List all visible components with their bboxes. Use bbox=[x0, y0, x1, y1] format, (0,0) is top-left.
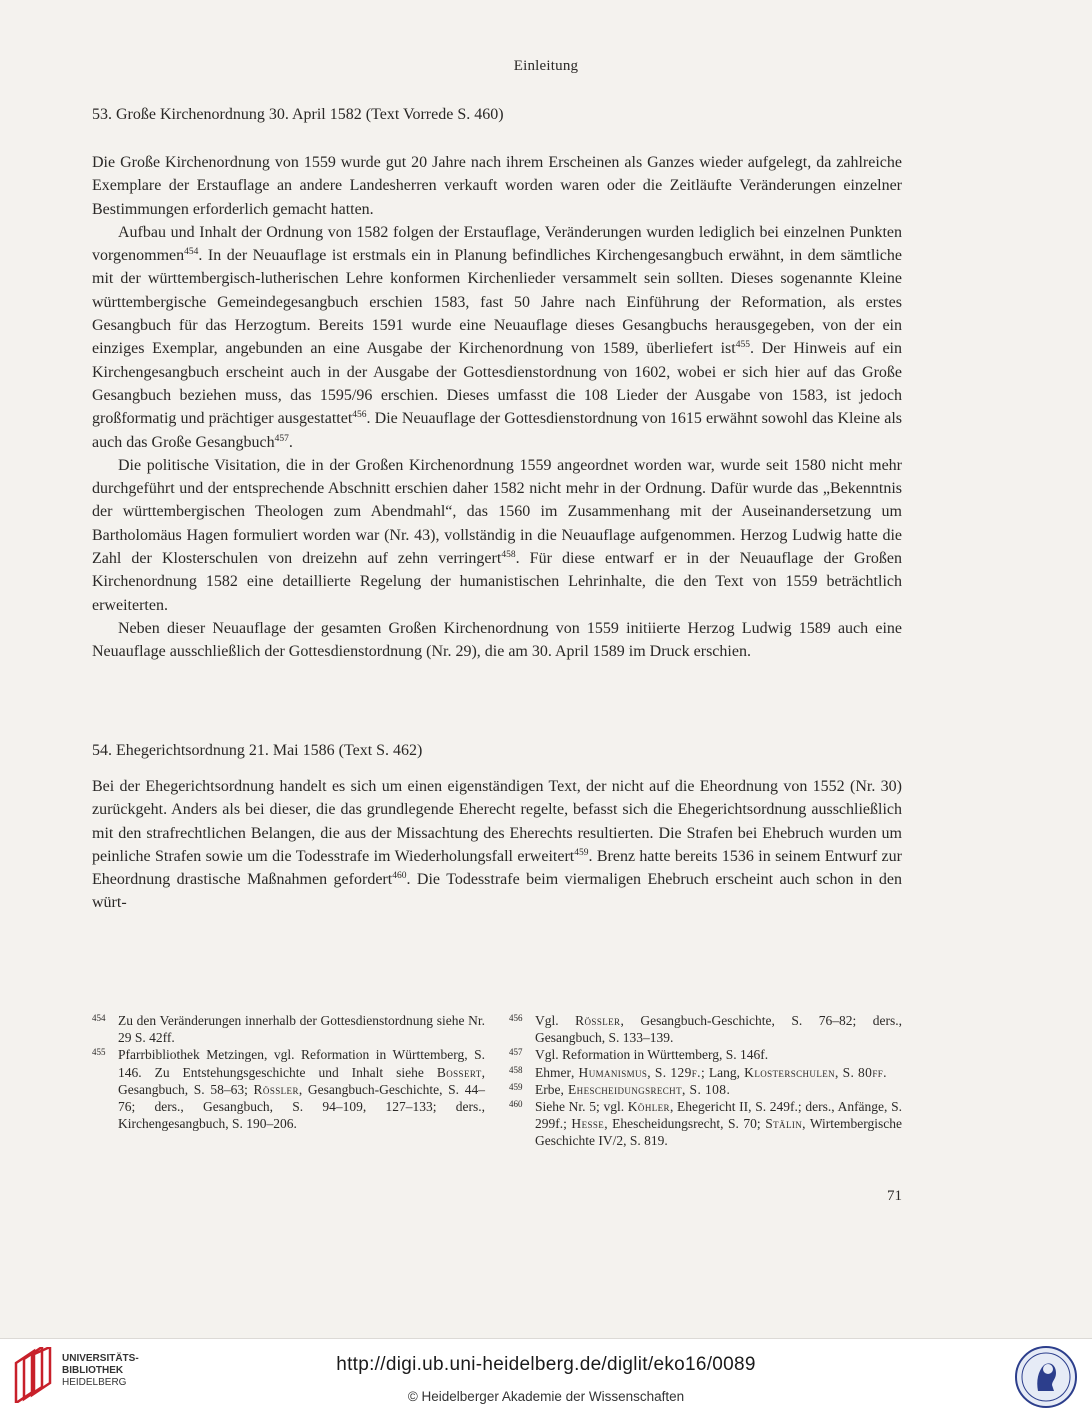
text-run: Aufbau und Inhalt der Ordnung von 1582 folgen der Erstauflage, Veränderungen wurden lediglich bei einzelnen Punkten vorgenommen bbox=[92, 223, 902, 265]
page-number: 71 bbox=[887, 1188, 902, 1204]
footnote-text-run: , Gesangbuch-Geschichte, S. 76–82; ders., Gesangbuch, S. 133–139. bbox=[535, 1013, 902, 1046]
footnote-ref: 455 bbox=[735, 340, 750, 351]
footnote-number: 458 bbox=[509, 1064, 523, 1075]
footnote-text-run: Lang bbox=[708, 1064, 737, 1080]
footnote-number: 455 bbox=[92, 1047, 106, 1058]
footnote-ref: 457 bbox=[274, 433, 289, 444]
paragraph bbox=[92, 454, 902, 617]
footnote-number: 459 bbox=[509, 1081, 523, 1092]
footnote-text bbox=[535, 1081, 902, 1098]
footnote-text bbox=[535, 1064, 902, 1081]
footnote-text-run: Vgl. bbox=[535, 1013, 576, 1028]
text-run: . Der Hinweis auf ein Kirchengesangbuch erscheint auch in der Ausgabe der Gottesdienstordnung von 1602, wobei er sich hier auf das Große Gesangbuch beziehen muss, das 1595/96 erschien. Dieses umfasst die 108 Lieder der Ausgabe von 1583, ist jedoch großformatig und prächtiger ausgestattet bbox=[92, 340, 902, 428]
footnote-number: 457 bbox=[509, 1047, 523, 1058]
library-name-line: UNIVERSITÄTS- bbox=[62, 1353, 139, 1364]
footnote bbox=[509, 1012, 902, 1046]
footnote-text-run: Siehe Nr. 5; vgl. bbox=[535, 1099, 628, 1115]
paragraph bbox=[92, 775, 902, 915]
footnote-text-run: Vgl. Reformation in Württemberg, S. 146f. bbox=[535, 1047, 769, 1063]
footnote-text bbox=[535, 1046, 902, 1063]
text-run: Bei der Ehegerichtsordnung handelt es sich um einen eigenständigen Text, der nicht auf die Eheordnung von 1552 (Nr. 30) zurückgeht. Anders als bei dieser, die das grundlegende Eherecht regelte, befasst sich die Ehegerichtsordnung ausschließlich mit den strafrechtlichen Belangen, die aus der Missachtung des Eherechts resultierten. Die Strafen bei Ehebruch wurden um peinliche Strafen sowie um die Todesstrafe im Wiederholungsfall erweitert bbox=[92, 778, 902, 865]
footnote-ref: 460 bbox=[392, 871, 407, 882]
paragraph: Neben dieser Neuauflage der gesamten Großen Kirchenordnung von 1559 initiierte Herzog Ludwig 1589 auch eine Neuauflage ausschließlich der Gottesdienstordnung (Nr. 29), die am 30. April 1589 im Druck erschien. bbox=[92, 619, 902, 661]
author-name: Köhler bbox=[627, 1099, 670, 1115]
footnotes bbox=[92, 1012, 902, 1150]
text-run: . Für diese entwarf er in der Neuauflage der Großen Kirchenordnung 1582 eine detaillierte Regelung der humanistischen Lehrinhalte, die den Text von 1559 beträchtlich erweiterten. bbox=[92, 550, 902, 614]
text-run: Die politische Visitation, die in der Großen Kirchenordnung 1559 angeordnet worden war, wurde seit 1580 nicht mehr durchgeführt und der entsprechende Abschnitt erschien daher 1582 nicht mehr in der Ordnung. Dafür wurde das „Bekenntnis der württembergischen Theologen zum Abendmahl“, das 1560 im Zusammenhang mit der Auseinandersetzung um Bartholomäus Hagen formuliert worden war (Nr. 43), vollständig in die Neuauflage aufgenommen. Herzog Ludwig hatte die Zahl der Klosterschulen von dreizehn auf zehn verringert bbox=[92, 456, 902, 568]
footnotes-left-column bbox=[92, 1012, 485, 1150]
footnote-text-run: , Wirtembergische Geschichte IV/2, S. 819. bbox=[535, 1116, 902, 1149]
footnote-ref: 458 bbox=[501, 550, 516, 561]
footnote-ref: 456 bbox=[352, 410, 367, 421]
footnote bbox=[92, 1012, 485, 1046]
author-name: Hesse bbox=[571, 1116, 605, 1132]
text-run: . Die Neuauflage der Gottesdienstordnung von 1615 erwähnt sowohl das Kleine als auch das Große Gesangbuch bbox=[92, 410, 903, 451]
running-head: Einleitung bbox=[513, 58, 579, 74]
author-name: Bossert bbox=[436, 1064, 482, 1080]
footnotes-right-column bbox=[509, 1012, 902, 1150]
footnote-text bbox=[535, 1098, 902, 1150]
text-run: . Brenz hatte bereits 1536 in seinem Entwurf zur Eheordnung drastische Maßnahmen gefordert bbox=[92, 847, 902, 889]
author-name: , Humanismus, S. 129f.; bbox=[571, 1064, 709, 1080]
footnote bbox=[509, 1064, 902, 1081]
author-name: Rössler bbox=[253, 1081, 299, 1097]
permalink-url[interactable]: http://digi.ub.uni-heidelberg.de/diglit/eko16/0089 bbox=[336, 1354, 756, 1375]
footnote-text bbox=[118, 1012, 485, 1046]
footnote-text-run: Pfarrbibliothek Metzingen, vgl. Reformation in Württemberg, S. 146. Zu Entstehungsgeschichte und Inhalt siehe bbox=[118, 1047, 485, 1080]
footnote-number: 460 bbox=[509, 1099, 523, 1110]
section-54-heading: 54. Ehegerichtsordnung 21. Mai 1586 (Text S. 462) bbox=[92, 742, 423, 759]
viewer-footer bbox=[0, 1338, 1092, 1418]
text-run: . In der Neuauflage ist erstmals ein in Planung befindliches Kirchengesangbuch erwähnt, in dem sämtliche mit der württembergisch-lutherischen Lehre konformen Kirchenlieder versammelt sein sollten. Dieses sogenannte Kleine württembergische Gemeindegesangbuch erschien 1583, fast 50 Jahre nach Einführung der Reformation, als erstes Gesangbuch für das Herzogtum. Bereits 1591 wurde eine Neuauflage dieses Gesangbuchs herausgegeben, von der ein einziges Exemplar, angebunden an eine Ausgabe der Kirchenordnung von 1589, überliefert ist bbox=[92, 247, 902, 358]
footnote-text-run: , Ehegericht II, S. 249f.; ders., Anfänge, S. 299f.; bbox=[535, 1099, 902, 1132]
library-name-line: BIBLIOTHEK bbox=[62, 1365, 124, 1376]
copyright-notice: © Heidelberger Akademie der Wissenschaften bbox=[407, 1389, 685, 1404]
footnote-ref: 454 bbox=[184, 247, 199, 258]
section-53-heading: 53. Große Kirchenordnung 30. April 1582 (Text Vorrede S. 460) bbox=[92, 106, 504, 123]
author-name: Rössler bbox=[575, 1013, 621, 1028]
author-name: , Ehescheidungsrecht, S. 108. bbox=[560, 1081, 731, 1097]
footnote bbox=[509, 1046, 902, 1063]
footnote-number: 454 bbox=[92, 1013, 106, 1023]
footnote-text-run: Zu den Veränderungen innerhalb der Gottesdienstordnung siehe Nr. 29 S. 42ff. bbox=[118, 1013, 485, 1046]
footnote-text-run: Erbe bbox=[535, 1081, 561, 1097]
text-run: . bbox=[288, 433, 293, 451]
section-53-body bbox=[92, 151, 902, 664]
paragraph bbox=[92, 221, 902, 454]
paragraph: Die Große Kirchenordnung von 1559 wurde gut 20 Jahre nach ihrem Erscheinen als Ganzes wieder aufgelegt, da zahlreiche Exemplare der Erstauflage an andere Landesherren verkauft worden waren oder die Zeitläufte Veränderungen einzelner Bestimmungen erforderlich gemacht hatten. bbox=[92, 154, 902, 218]
footnote-text-run: , Gesangbuch, S. 58–63; bbox=[118, 1064, 485, 1097]
footnote-text-run: , Gesangbuch-Geschichte, S. 44–76; ders., Gesangbuch, S. 94–109, 127–133; ders., Kirchengesangbuch, S. 190–206. bbox=[118, 1081, 485, 1132]
text-run: . Die Todesstrafe beim viermaligen Ehebruch erscheint auch schon in den würt- bbox=[92, 871, 902, 912]
author-name: Stälin bbox=[765, 1116, 803, 1132]
footnote bbox=[92, 1046, 485, 1132]
footnote-ref: 459 bbox=[574, 847, 589, 858]
academy-seal-icon bbox=[1014, 1345, 1078, 1409]
footnote-text-run: , Ehescheidungsrecht, S. 70; bbox=[604, 1116, 766, 1132]
footnote bbox=[509, 1081, 902, 1098]
section-54-body bbox=[92, 775, 902, 915]
footnote-text bbox=[535, 1012, 902, 1046]
author-name: , Klosterschulen, S. 80ff. bbox=[736, 1064, 887, 1080]
footnote-text-run: Ehmer bbox=[535, 1064, 571, 1080]
library-name-line: HEIDELBERG bbox=[62, 1377, 127, 1388]
footnote bbox=[509, 1098, 902, 1150]
footnote-number: 456 bbox=[509, 1013, 523, 1023]
footnote-text bbox=[118, 1046, 485, 1132]
